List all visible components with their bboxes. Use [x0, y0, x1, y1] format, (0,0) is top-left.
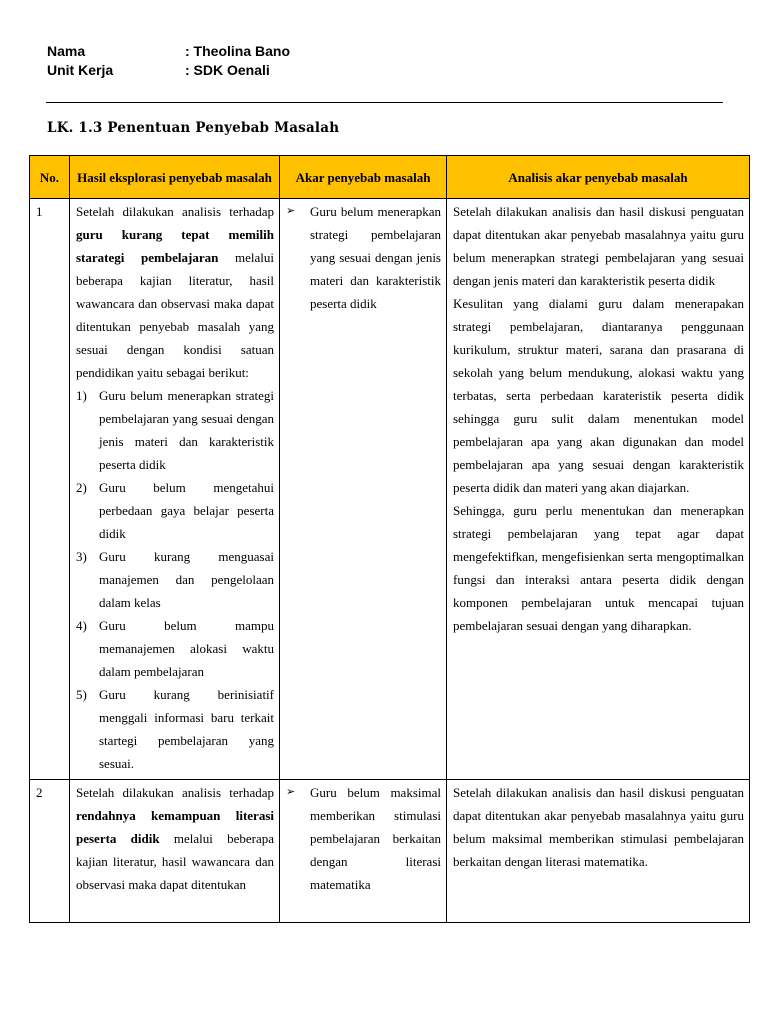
- unit-kerja-value: : SDK Oenali: [185, 62, 270, 78]
- analisis-cell: [447, 199, 750, 780]
- analisis-paragraph: Sehingga, guru perlu menentukan dan menerapkan strategi pembelajaran yang tepat agar dapat mengefektifkan, mengefisienkan serta mengoptimalkan fungsi dan interaksi antara peserta didik dengan komponen pembelajaran untuk mencapai tujuan pembelajaran sesuai dengan yang diharapkan.: [453, 503, 744, 633]
- arrow-bullet-icon: ➢: [286, 205, 296, 217]
- table-header-row: [30, 156, 750, 199]
- analisis-paragraph: Setelah dilakukan analisis dan hasil diskusi penguatan dapat ditentukan akar penyebab masalahnya yaitu guru belum menerapkan strategi pembelajaran yang sesuai dengan jenis materi dan karakteristik peserta didik: [453, 204, 744, 288]
- header-no: No.: [30, 156, 70, 199]
- row-number: 2: [30, 780, 70, 923]
- list-item-text: Guru belum mampu memanajemen alokasi waktu dalam pembelajaran: [99, 618, 274, 679]
- header-akar-penyebab: Akar penyebab masalah: [280, 156, 447, 199]
- analisis-cell: [447, 780, 750, 923]
- nama-row: [47, 42, 290, 61]
- unit-kerja-row: [47, 61, 290, 80]
- hasil-intro-text: Setelah dilakukan analisis terhadap: [76, 785, 274, 800]
- akar-bullet-item: [286, 781, 441, 896]
- list-item: [76, 545, 274, 614]
- list-item-number: 4): [76, 618, 87, 633]
- list-item-number: 3): [76, 549, 87, 564]
- nama-label: Nama: [47, 43, 86, 59]
- hasil-eksplorasi-cell: [70, 199, 280, 780]
- nama-value: : Theolina Bano: [185, 43, 290, 59]
- hasil-emphasis: guru kurang tepat memilih starategi pembelajaran: [76, 227, 274, 265]
- hasil-emphasis: rendahnya kemampuan literasi peserta didik: [76, 808, 274, 846]
- page-title: LK. 1.3 Penentuan Penyebab Masalah: [47, 120, 340, 136]
- header-hasil-eksplorasi: Hasil eksplorasi penyebab masalah: [70, 156, 280, 199]
- akar-text: Guru belum maksimal memberikan stimulasi pembelajaran berkaitan dengan literasi matematika: [310, 785, 441, 892]
- hasil-intro-text-2: melalui beberapa kajian literatur, hasil wawancara dan observasi maka dapat ditentukan penyebab masalah yang sesuai dengan kondisi satuan pendidikan yaitu sebagai berikut:: [76, 250, 274, 380]
- hasil-intro-text: Setelah dilakukan analisis terhadap: [76, 204, 274, 219]
- list-item-text: Guru belum menerapkan strategi pembelajaran yang sesuai dengan jenis materi dan karakteristik peserta didik: [99, 388, 274, 472]
- list-item: [76, 384, 274, 476]
- identity-header: [47, 42, 290, 80]
- akar-text: Guru belum menerapkan strategi pembelajaran yang sesuai dengan jenis materi dan karakteristik peserta didik: [310, 204, 441, 311]
- header-analisis: Analisis akar penyebab masalah: [447, 156, 750, 199]
- akar-bullet-item: [286, 200, 441, 315]
- arrow-bullet-icon: ➢: [286, 786, 296, 798]
- list-item-number: 1): [76, 388, 87, 403]
- header-divider: [46, 102, 723, 103]
- list-item-text: Guru belum mengetahui perbedaan gaya belajar peserta didik: [99, 480, 274, 541]
- hasil-intro: [76, 781, 274, 918]
- list-item-text: Guru kurang menguasai manajemen dan pengelolaan dalam kelas: [99, 549, 274, 610]
- problem-cause-table: [29, 155, 750, 923]
- hasil-intro-text-2: melalui beberapa kajian literatur, hasil wawancara dan observasi maka dapat ditentukan: [76, 831, 274, 892]
- analisis-paragraph: Setelah dilakukan analisis dan hasil diskusi penguatan dapat ditentukan akar penyebab masalahnya yaitu guru belum maksimal memberikan stimulasi pembelajaran berkaitan dengan literasi matematika.: [453, 785, 744, 869]
- hasil-intro: [76, 200, 274, 384]
- list-item-number: 5): [76, 687, 87, 702]
- list-item-number: 2): [76, 480, 87, 495]
- list-item-text: Guru kurang berinisiatif menggali informasi baru terkait startegi pembelajaran yang sesuai.: [99, 687, 274, 771]
- table-row: [30, 780, 750, 923]
- list-item: [76, 614, 274, 683]
- akar-penyebab-cell: [280, 780, 447, 923]
- row-number: 1: [30, 199, 70, 780]
- list-item: [76, 476, 274, 545]
- unit-kerja-label: Unit Kerja: [47, 62, 114, 78]
- table-row: [30, 199, 750, 780]
- list-item: [76, 683, 274, 775]
- analisis-paragraph: Kesulitan yang dialami guru dalam menerapakan strategi pembelajaran, diantaranya penggunaan kurikulum, struktur materi, sarana dan prasarana di sekolah yang belum mendukung, alokasi waktu yang terbatas, serta perbedaan karateristik peserta didik sehingga guru sulit dalam menentukan model pembelajaran apa yang akan digunakan dan model pembelajaran apa yang sesuai dengan karakteristik peserta didik dan materi yang akan diajarkan.: [453, 296, 744, 495]
- cause-list: [76, 384, 274, 775]
- akar-penyebab-cell: [280, 199, 447, 780]
- hasil-eksplorasi-cell: [70, 780, 280, 923]
